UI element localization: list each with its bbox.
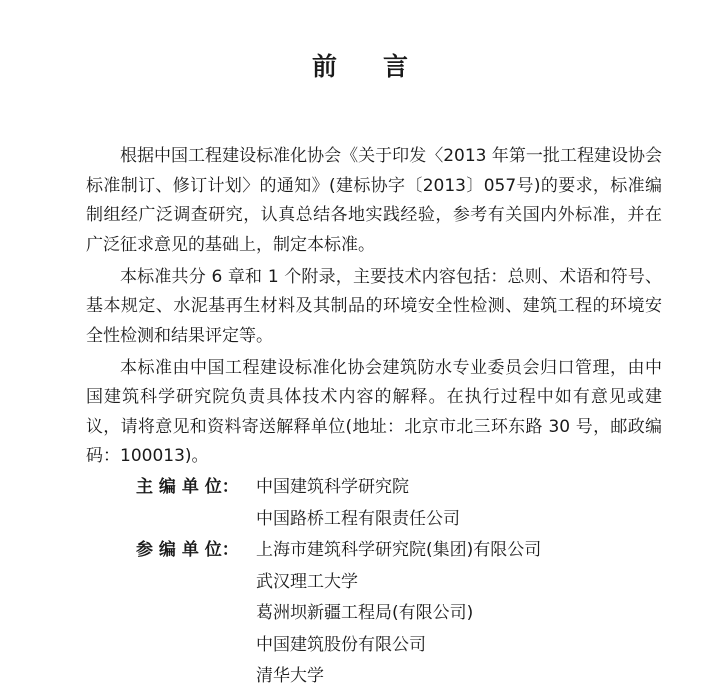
chief-unit-name: 中国建筑科学研究院 (256, 477, 409, 497)
page-title (0, 50, 720, 84)
paragraph-basis: 根据中国工程建设标准化协会《关于印发〈2013 年第一批工程建设协会标准制订、修订计划〉的通知》(建标协字〔2013〕057号)的要求，标准编制组经广泛调查研究，认真总结各地实践经验，参考有关国内外标准，并在广泛征求意见的基础上，制定本标准。 (86, 146, 662, 255)
participant-unit-name: 葛洲坝新疆工程局(有限公司) (256, 603, 474, 623)
participant-unit-name: 中国建筑股份有限公司 (256, 634, 426, 655)
participant-unit-row (86, 630, 686, 662)
participant-unit-row (86, 661, 686, 693)
participant-unit-row (86, 598, 686, 630)
chief-unit-row (86, 504, 686, 536)
participant-unit-name: 清华大学 (256, 666, 324, 686)
chief-unit-name: 中国路桥工程有限责任公司 (256, 508, 460, 529)
participant-unit-row (86, 567, 686, 599)
participant-unit-name: 武汉理工大学 (256, 571, 358, 592)
drafting-units (86, 472, 686, 693)
participant-unit-label: 参 编 单 位： (136, 540, 239, 560)
paragraph-contents: 本标准共分 6 章和 1 个附录，主要技术内容包括：总则、术语和符号、基本规定、水泥基再生材料及其制品的环境安全性检测、建筑工程的环境安全性检测和结果评定等。 (86, 266, 662, 346)
title-char-right: 言 (383, 52, 409, 81)
chief-unit-row (86, 472, 686, 504)
chief-unit-label: 主 编 单 位： (136, 477, 239, 497)
title-char-left: 前 (311, 52, 337, 81)
paragraph-management: 本标准由中国工程建设标准化协会建筑防水专业委员会归口管理，由中国建筑科学研究院负责具体技术内容的解释。在执行过程中如有意见或建议，请将意见和资料寄送解释单位(地址：北京市北三环东路 30 号，邮政编码：100013)。 (86, 357, 662, 466)
foreword-body (86, 142, 662, 474)
participant-unit-row (86, 535, 686, 567)
participant-unit-name: 上海市建筑科学研究院(集团)有限公司 (256, 540, 542, 560)
